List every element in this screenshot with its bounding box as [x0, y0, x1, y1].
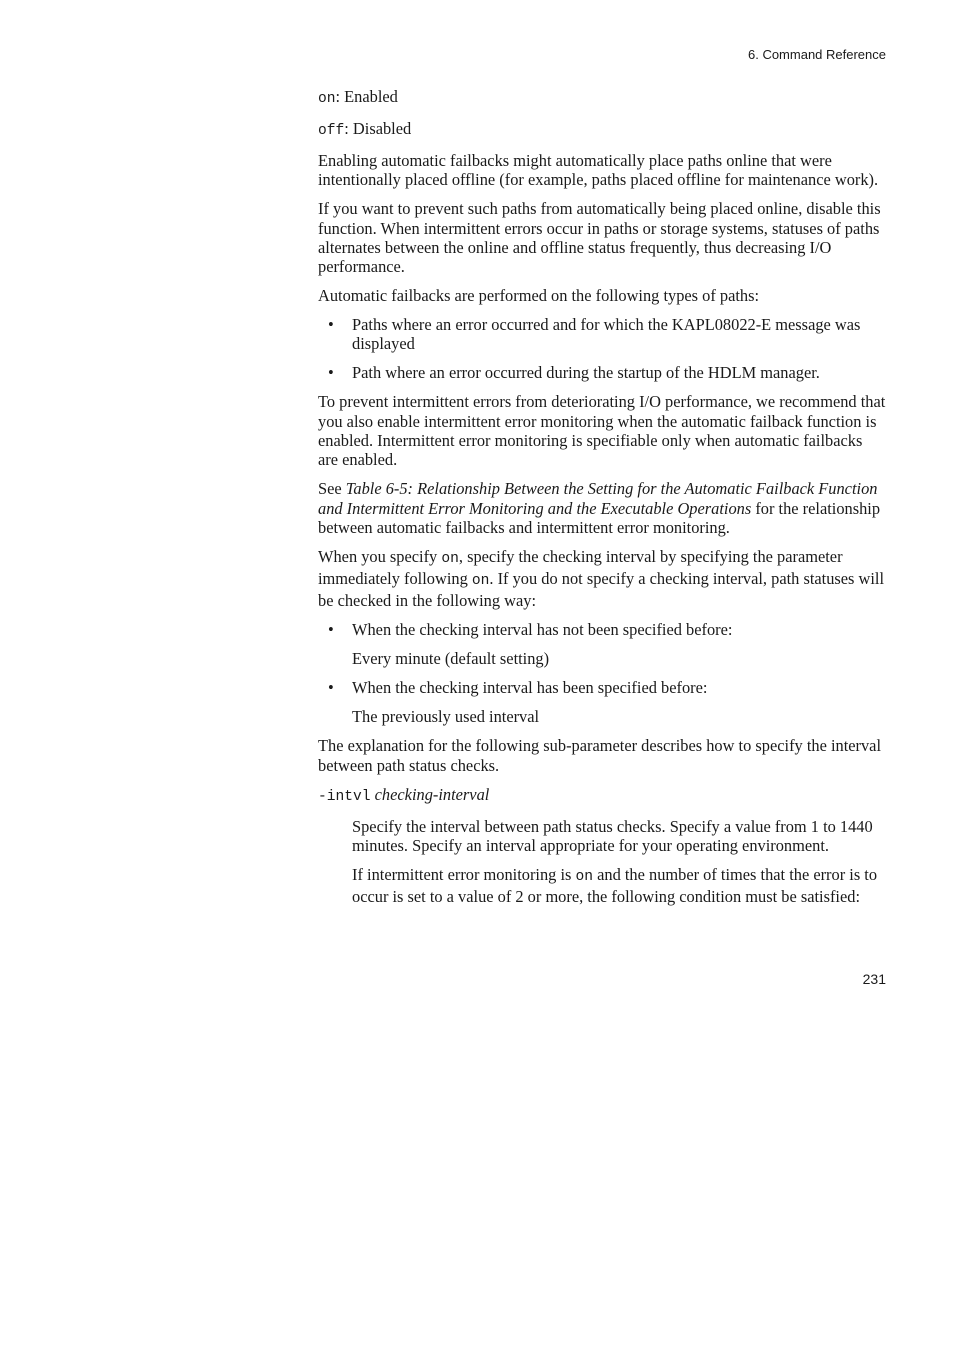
- interval-default-result: Every minute (default setting): [352, 649, 550, 669]
- subparameter-heading: [318, 785, 886, 807]
- subparameter-condition: If intermittent error monitoring is on and the number of times that the error is to occur is set to a value of 2 or more, the following condition must be satisfied:: [352, 864, 878, 907]
- paragraph-disable-advice: If you want to prevent such paths from automatically being placed online, disable this function. When intermittent errors occur in paths or storage systems, statuses of paths alternates between the online and offline status frequently, thus decreasing I/O performance.: [318, 199, 881, 277]
- list-item: • Paths where an error occurred and for which the KAPL08022-E message was displayed: [328, 315, 861, 354]
- path-types-list: [318, 315, 886, 383]
- table-reference-link: Table 6-5: Relationship Between the Setting for the Automatic Failback Function and Intermittent Error Monitoring and the Executable Operations: [318, 479, 878, 518]
- bullet-marker: •: [328, 678, 334, 698]
- list-item: • Path where an error occurred during the startup of the HDLM manager.: [328, 363, 820, 383]
- paragraph-checking-interval: When you specify on, specify the checking interval by specifying the parameter immediately following on. If you do not specify a checking interval, path statuses will be checked in the following way:: [318, 546, 885, 611]
- option-on: [318, 87, 886, 109]
- page-body: [318, 87, 886, 916]
- bullet-marker: •: [328, 620, 334, 640]
- bullet-marker: •: [328, 363, 334, 383]
- interval-previous-result: The previously used interval: [352, 707, 540, 727]
- option-off-code: off: [318, 122, 345, 139]
- option-on-text: : Enabled: [335, 87, 398, 106]
- subparameter-name: checking-interval: [374, 784, 490, 804]
- list-item: • When the checking interval has been specified before:: [328, 678, 708, 698]
- option-off: [318, 119, 886, 141]
- subparameter-description: Specify the interval between path status checks. Specify a value from 1 to 1440 minutes. Specify an interval appropriate for your operating environment.: [352, 816, 873, 855]
- paragraph-table-reference: See Table 6-5: Relationship Between the Setting for the Automatic Failback Function and Intermittent Error Monitoring and the Executable Operations for the relationship between automatic failbacks and intermittent error monitoring.: [318, 479, 881, 537]
- bullet-marker: •: [328, 315, 334, 335]
- page-number: 231: [862, 971, 886, 987]
- paragraph-intermittent-monitoring: To prevent intermittent errors from deteriorating I/O performance, we recommend that you also enable intermittent error monitoring when the automatic failback function is enabled. Intermittent error monitoring is specifiable only when automatic failbacks are enabled.: [318, 392, 886, 470]
- option-on-code: on: [318, 91, 336, 107]
- paragraph-subparameter-intro: The explanation for the following sub-parameter describes how to specify the interval between path status checks.: [318, 736, 882, 775]
- running-header: 6. Command Reference: [747, 47, 886, 62]
- subparameter-code: -intvl: [318, 788, 371, 805]
- paragraph-offline-warning: Enabling automatic failbacks might automatically place paths online that were intentionally placed offline (for example, paths placed offline for maintenance work).: [318, 150, 879, 190]
- interval-cases-list: [318, 620, 886, 639]
- option-off-text: : Disabled: [344, 118, 412, 138]
- list-item: • When the checking interval has not been specified before:: [328, 620, 733, 640]
- paragraph-path-types: Automatic failbacks are performed on the following types of paths:: [318, 286, 760, 306]
- interval-cases-list-2: [318, 678, 886, 697]
